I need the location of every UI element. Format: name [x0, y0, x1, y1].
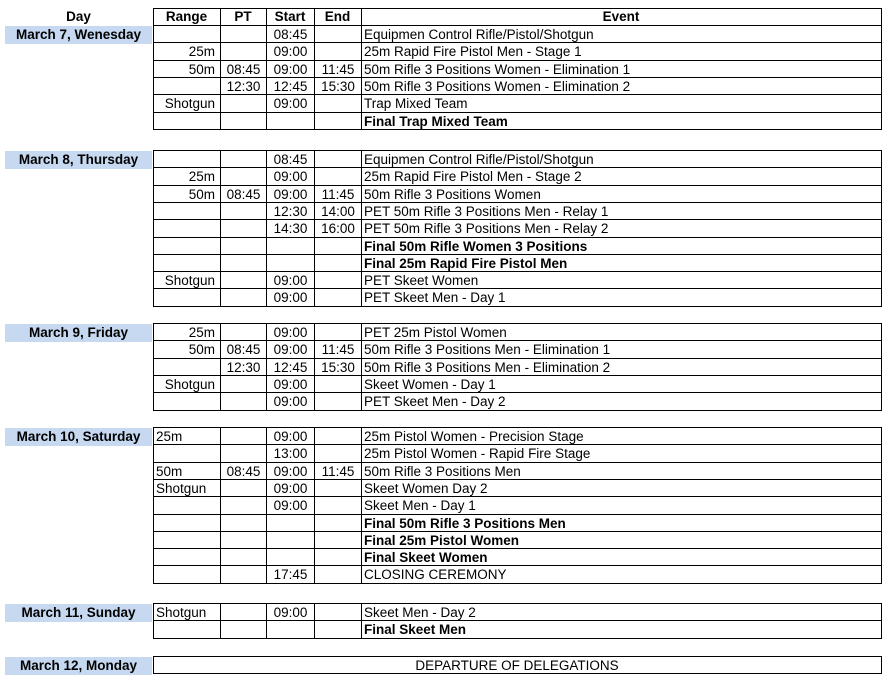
start-cell: 12:45 [273, 79, 308, 94]
start-cell [267, 532, 314, 549]
end-cell [315, 604, 361, 621]
end-cell [315, 324, 361, 341]
start-cell: 13:00 [273, 446, 308, 461]
column-border [361, 150, 362, 307]
range-cell: Shotgun [164, 377, 215, 392]
end-cell [315, 168, 361, 185]
range-cell [156, 238, 215, 255]
start-cell: 08:45 [273, 152, 308, 167]
end-cell [315, 621, 361, 638]
end-cell: 15:30 [321, 79, 355, 94]
header-column-border [220, 8, 221, 26]
end-cell [315, 95, 361, 112]
start-cell [267, 515, 314, 532]
start-cell: 08:45 [273, 27, 308, 42]
column-border [153, 25, 154, 130]
start-cell: 09:00 [273, 498, 308, 513]
event-cell: 50m Rifle 3 Positions Women - Elimination 1 [364, 62, 631, 77]
range-cell: 50m [188, 62, 215, 77]
event-cell: Final Skeet Men [364, 622, 467, 637]
event-cell: PET Skeet Men - Day 1 [364, 290, 506, 305]
start-cell: 14:30 [273, 221, 308, 236]
event-cell: 25m Rapid Fire Pistol Men - Stage 2 [364, 169, 582, 184]
range-cell [156, 359, 215, 376]
column-border [881, 427, 882, 584]
range-cell: 25m [188, 44, 215, 59]
range-cell: 50m [156, 464, 183, 479]
column-border [153, 603, 154, 639]
pt-cell [221, 272, 266, 289]
range-cell [156, 515, 215, 532]
end-cell [315, 26, 361, 43]
range-cell [156, 497, 215, 514]
range-cell: 25m [188, 325, 215, 340]
end-cell [315, 515, 361, 532]
range-cell [156, 289, 215, 306]
header-end: End [324, 9, 351, 24]
event-cell: 50m Rifle 3 Positions Men [364, 464, 521, 479]
pt-cell [221, 621, 266, 638]
end-cell [315, 480, 361, 497]
header-column-border [153, 8, 154, 26]
event-cell: 25m Rapid Fire Pistol Men - Stage 1 [364, 44, 582, 59]
start-cell: 09:00 [273, 325, 308, 340]
day-label: March 12, Monday [5, 657, 152, 675]
header-column-border [361, 8, 362, 26]
end-cell [315, 376, 361, 393]
column-border [881, 323, 882, 411]
range-cell [156, 26, 215, 43]
pt-cell [221, 532, 266, 549]
event-cell: 50m Rifle 3 Positions Men - Elimination 1 [364, 342, 611, 357]
row-border [153, 583, 881, 584]
pt-cell [221, 324, 266, 341]
event-cell: 50m Rifle 3 Positions Women [364, 187, 541, 202]
start-cell: 09:00 [273, 464, 308, 479]
pt-cell [221, 255, 266, 272]
end-cell: 14:00 [321, 204, 355, 219]
range-cell [156, 78, 215, 95]
end-cell [315, 289, 361, 306]
event-cell: Final Skeet Women [364, 550, 488, 565]
header-pt: PT [234, 9, 252, 24]
start-cell: 09:00 [273, 187, 308, 202]
start-cell [267, 238, 314, 255]
pt-cell [221, 515, 266, 532]
departure-note: DEPARTURE OF DELEGATIONS [415, 658, 619, 673]
row-border [153, 306, 881, 307]
end-cell [315, 566, 361, 583]
end-cell [315, 238, 361, 255]
pt-cell [221, 113, 266, 130]
event-cell: 50m Rifle 3 Positions Men - Elimination 2 [364, 360, 611, 375]
pt-cell: 08:45 [226, 187, 261, 202]
header-top-border [153, 8, 881, 9]
end-cell: 11:45 [321, 187, 355, 202]
start-cell: 09:00 [273, 62, 308, 77]
start-cell: 09:00 [273, 342, 308, 357]
event-cell: Final 25m Rapid Fire Pistol Men [364, 256, 568, 271]
event-cell: PET Skeet Women [364, 273, 479, 288]
range-cell [156, 220, 215, 237]
pt-cell: 12:30 [226, 79, 261, 94]
end-cell [315, 113, 361, 130]
pt-cell [221, 480, 266, 497]
pt-cell [221, 43, 266, 60]
start-cell: 09:00 [273, 273, 308, 288]
range-cell: Shotgun [164, 273, 215, 288]
range-cell [156, 566, 215, 583]
event-cell: Final Trap Mixed Team [364, 114, 508, 129]
pt-cell [221, 604, 266, 621]
range-cell: 25m [156, 429, 183, 444]
pt-cell [221, 428, 266, 445]
day-label: March 11, Sunday [5, 604, 152, 622]
range-cell: Shotgun [156, 605, 207, 620]
merged-row-right-border [881, 656, 882, 674]
day-label: March 10, Saturday [5, 428, 152, 446]
start-cell: 09:00 [273, 44, 308, 59]
pt-cell [221, 26, 266, 43]
end-cell: 16:00 [321, 221, 355, 236]
event-cell: Equipmen Control Rifle/Pistol/Shotgun [364, 27, 594, 42]
end-cell [315, 43, 361, 60]
end-cell [315, 549, 361, 566]
range-cell: Shotgun [156, 481, 207, 496]
pt-cell [221, 95, 266, 112]
range-cell [156, 445, 215, 462]
event-cell: Final 50m Rifle 3 Positions Men [364, 516, 566, 531]
pt-cell [221, 497, 266, 514]
end-cell [315, 151, 361, 168]
end-cell: 11:45 [321, 342, 355, 357]
header-range: Range [165, 9, 208, 24]
header-start: Start [274, 9, 306, 24]
column-border [361, 603, 362, 639]
range-cell: 50m [188, 187, 215, 202]
end-cell: 15:30 [321, 360, 355, 375]
event-cell: 25m Pistol Women - Rapid Fire Stage [364, 446, 591, 461]
event-cell: Final 25m Pistol Women [364, 533, 520, 548]
event-cell: 50m Rifle 3 Positions Women - Elimination 2 [364, 79, 631, 94]
column-border [153, 323, 154, 411]
range-cell: 25m [188, 169, 215, 184]
end-cell [315, 532, 361, 549]
pt-cell [221, 220, 266, 237]
end-cell: 11:45 [321, 62, 355, 77]
event-cell: Skeet Women - Day 1 [364, 377, 496, 392]
event-cell: Trap Mixed Team [364, 96, 468, 111]
pt-cell: 08:45 [226, 464, 261, 479]
column-border [361, 25, 362, 130]
event-cell: CLOSING CEREMONY [364, 567, 507, 582]
column-border [153, 150, 154, 307]
header-day: Day [66, 9, 91, 24]
column-border [361, 427, 362, 584]
column-border [881, 25, 882, 130]
start-cell: 09:00 [273, 96, 308, 111]
end-cell [315, 428, 361, 445]
start-cell: 12:45 [273, 360, 308, 375]
header-column-border [266, 8, 267, 26]
start-cell: 09:00 [273, 605, 308, 620]
start-cell: 09:00 [273, 290, 308, 305]
range-cell [156, 549, 215, 566]
pt-cell [221, 151, 266, 168]
event-cell: Skeet Men - Day 2 [364, 605, 476, 620]
start-cell: 09:00 [273, 377, 308, 392]
pt-cell [221, 376, 266, 393]
day-label: March 8, Thursday [5, 151, 152, 169]
start-cell [267, 113, 314, 130]
header-column-border [314, 8, 315, 26]
event-cell: PET Skeet Men - Day 2 [364, 394, 506, 409]
start-cell: 09:00 [273, 429, 308, 444]
start-cell [267, 621, 314, 638]
row-border [153, 638, 881, 639]
start-cell: 09:00 [273, 481, 308, 496]
end-cell [315, 393, 361, 410]
day-label: March 7, Wenesday [5, 26, 152, 44]
event-cell: Equipmen Control Rifle/Pistol/Shotgun [364, 152, 594, 167]
range-cell [156, 151, 215, 168]
day-label: March 9, Friday [5, 324, 152, 342]
end-cell [315, 497, 361, 514]
pt-cell: 12:30 [226, 360, 261, 375]
pt-cell [221, 566, 266, 583]
pt-cell [221, 393, 266, 410]
range-cell [156, 621, 215, 638]
end-cell [315, 272, 361, 289]
header-column-border [881, 8, 882, 26]
end-cell [315, 445, 361, 462]
column-border [361, 323, 362, 411]
row-border [153, 410, 881, 411]
start-cell: 12:30 [273, 204, 308, 219]
event-cell: 25m Pistol Women - Precision Stage [364, 429, 584, 444]
event-cell: PET 50m Rifle 3 Positions Men - Relay 1 [364, 204, 609, 219]
range-cell [156, 393, 215, 410]
range-cell [156, 113, 215, 130]
pt-cell [221, 289, 266, 306]
end-cell [315, 255, 361, 272]
start-cell [267, 255, 314, 272]
column-border [153, 427, 154, 584]
pt-cell [221, 168, 266, 185]
column-border [881, 603, 882, 639]
range-cell: 50m [188, 342, 215, 357]
event-cell: Skeet Men - Day 1 [364, 498, 476, 513]
event-cell: PET 50m Rifle 3 Positions Men - Relay 2 [364, 221, 609, 236]
column-border [881, 150, 882, 307]
pt-cell: 08:45 [226, 342, 261, 357]
start-cell: 09:00 [273, 394, 308, 409]
range-cell [156, 203, 215, 220]
pt-cell [221, 549, 266, 566]
range-cell [156, 532, 215, 549]
pt-cell: 08:45 [226, 62, 261, 77]
header-event: Event [602, 9, 640, 24]
event-cell: Skeet Women Day 2 [364, 481, 488, 496]
pt-cell [221, 238, 266, 255]
start-cell: 17:45 [273, 567, 308, 582]
pt-cell [221, 203, 266, 220]
event-cell: Final 50m Rifle Women 3 Positions [364, 239, 588, 254]
range-cell: Shotgun [164, 96, 215, 111]
event-cell: PET 25m Pistol Women [364, 325, 507, 340]
pt-cell [221, 445, 266, 462]
start-cell: 09:00 [273, 169, 308, 184]
start-cell [267, 549, 314, 566]
range-cell [156, 255, 215, 272]
end-cell: 11:45 [321, 464, 355, 479]
